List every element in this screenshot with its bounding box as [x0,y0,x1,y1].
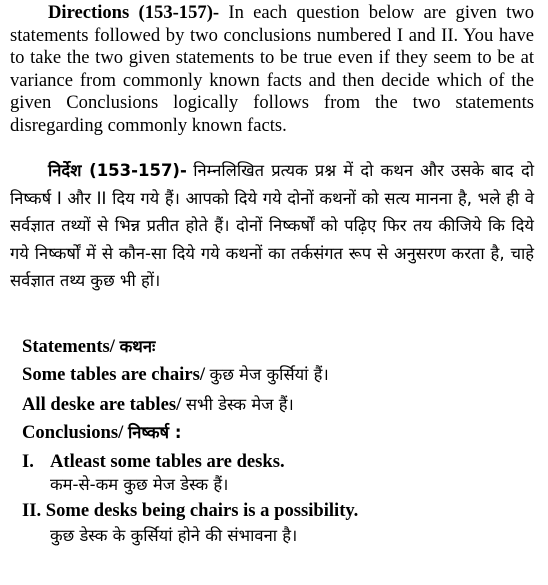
conclusion-1-number: I. [22,451,34,472]
conclusions-heading-hi: निष्कर्ष : [127,423,182,442]
directions-heading-hi: निर्देश (153-157)- [48,161,187,180]
statements-heading [22,334,155,358]
conclusion-2 [22,500,358,522]
statement-1 [22,362,329,386]
conclusion-1-en: Atleast some tables are desks. [50,451,285,472]
statement-1-hi: कुछ मेज कुर्सियां हैं। [209,365,329,384]
conclusion-1-hi: कम-से-कम कुछ मेज डेस्क हैं। [50,475,229,494]
conclusions-heading [22,420,181,444]
directions-english [10,2,534,137]
conclusion-2-en: Some desks being chairs is a possibility. [45,500,359,521]
conclusion-2-number: II. [22,500,42,521]
statement-2-hi: सभी डेस्क मेज हैं। [185,395,294,414]
directions-body-en: In each question below are given two statements followed by two conclusions numbered I and II. You have to take the two given statements to be true even if they seem to be at variance from commonly known facts and then decide which of the given Conclusions logically follows from the two statements disregarding commonly known facts. [10,2,535,136]
directions-hindi [10,157,534,295]
statements-heading-hi: कथनः [119,337,156,356]
statement-2-en: All deske are tables/ [22,394,182,415]
directions-body-hi: निम्नलिखित प्रत्यक प्रश्न में दो कथन और उसके बाद दो निष्कर्ष I और II दिय गये हैं। आपको दिये गये दोनों कथनों को सत्य मानना है, भले ही वे सर्वज्ञात तथ्यों से भिन्न प्रतीत होते हैं। दोनों निष्कर्षों को पढ़िए फिर तय कीजिये कि दिये गये निष्कर्षों में से कौन-सा दिये गये कथनों का तर्कसंगत रूप से अनुसरण करता है, चाहे सर्वज्ञात तथ्य कुछ भी हों। [10,161,534,291]
statements-heading-en: Statements/ [22,336,115,357]
conclusions-heading-en: Conclusions/ [22,422,124,443]
statement-1-en: Some tables are chairs/ [22,364,205,385]
statement-2 [22,392,294,416]
conclusion-2-hi: कुछ डेस्क के कुर्सियां होने की संभावना है। [50,526,298,545]
directions-heading-en: Directions (153-157)- [48,2,220,23]
